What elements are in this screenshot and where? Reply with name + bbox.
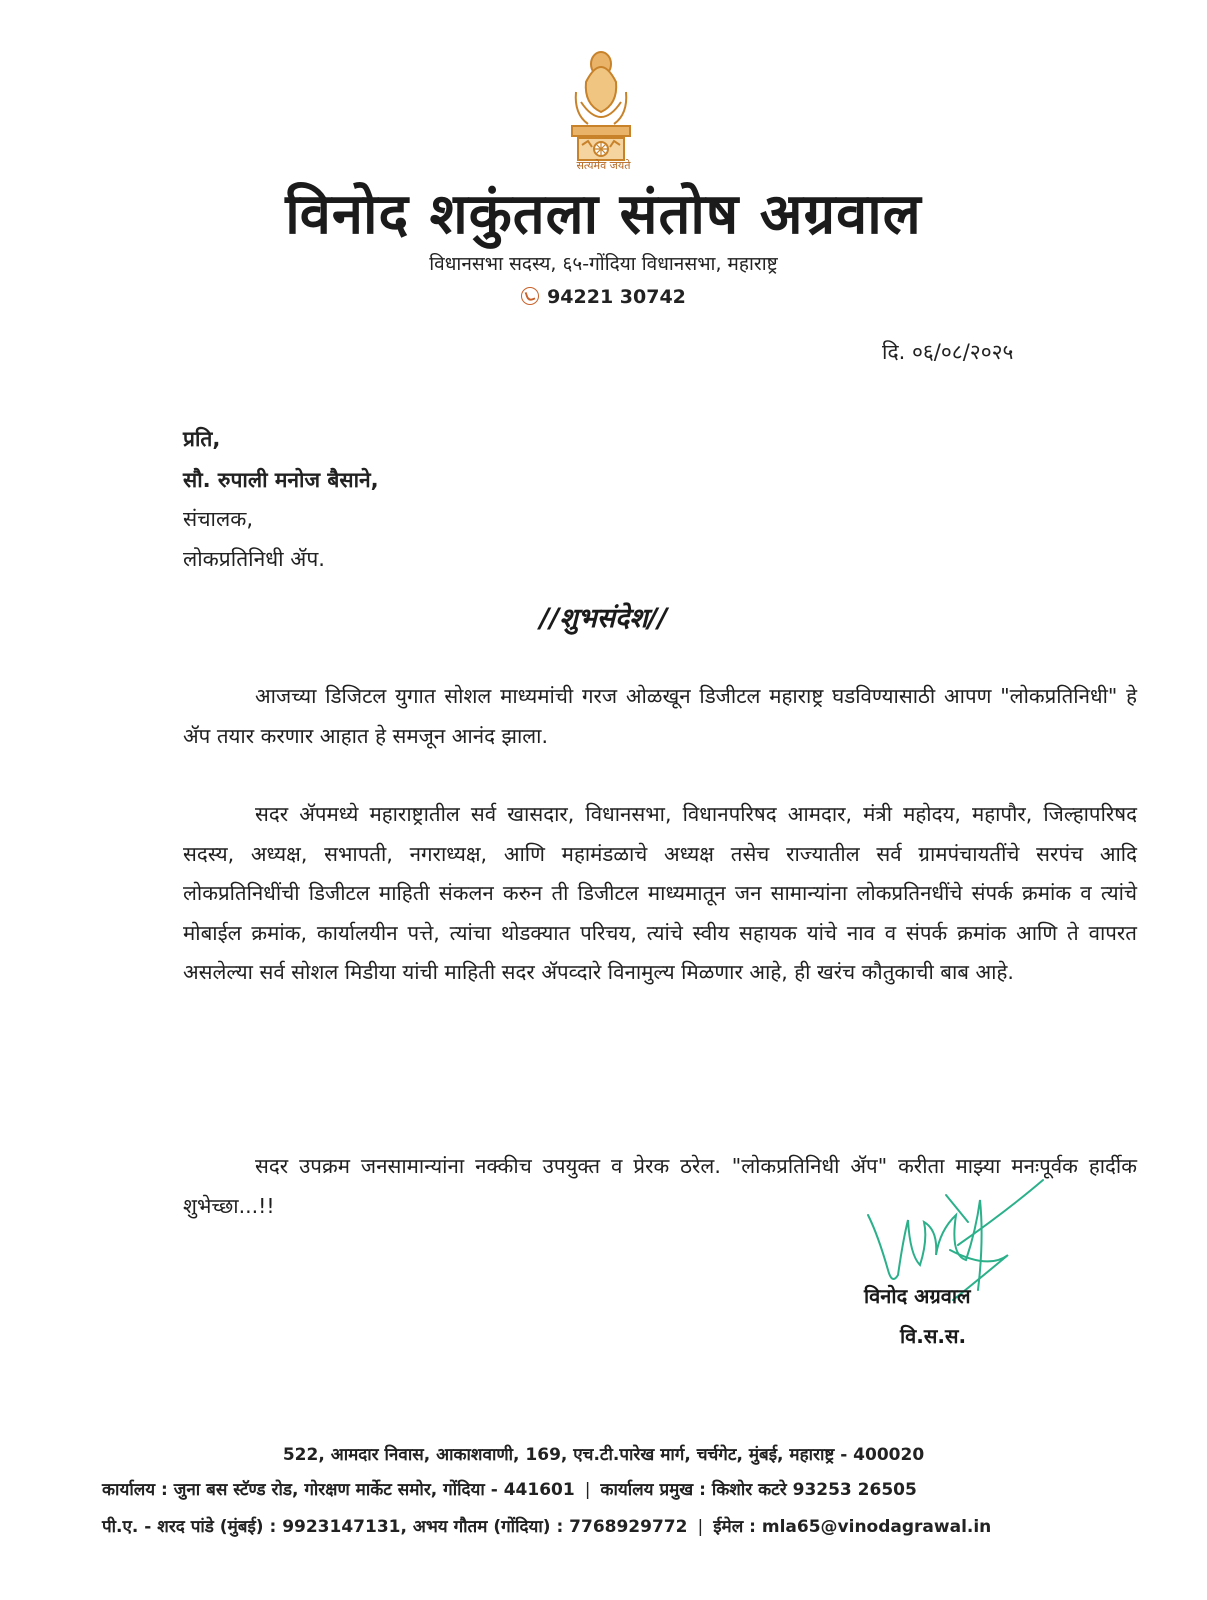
letter-subject: //शुभसंदेश//: [539, 603, 668, 634]
footer-contact-line: [102, 1514, 991, 1537]
phone-icon: [521, 287, 539, 305]
footer-office: कार्यालय : जुना बस स्टॅण्ड रोड, गोरक्षण मार्केट समोर, गोंदिया - 441601: [102, 1480, 575, 1500]
body-paragraph: सदर उपक्रम जनसामान्यांना नक्कीच उपयुक्त व प्रेरक ठरेल. "लोकप्रतिनिधी ॲप" करीता माझ्या मनःपूर्वक हार्दीक शुभेच्छा...!!: [183, 1154, 1137, 1218]
recipient-organization: लोकप्रतिनिधी ॲप.: [183, 547, 325, 571]
letterhead-name: विनोद शकुंतला संतोष अग्रवाल: [285, 182, 922, 247]
body-paragraph: आजच्या डिजिटल युगात सोशल माध्यमांची गरज ओळखून डिजीटल महाराष्ट्र घडविण्यासाठी आपण "लोकप्रतिनिधी" हे ॲप तयार करणार आहात हे समजून आनंद झाला.: [183, 684, 1137, 748]
signatory-name: विनोद अग्रवाल: [864, 1284, 971, 1308]
letterhead-designation: विधानसभा सदस्य, ६५-गोंदिया विधानसभा, महाराष्ट्र: [429, 253, 778, 275]
footer-office-head: कार्यालय प्रमुख : किशोर कटरे 93253 26505: [600, 1480, 917, 1500]
footer-office-line: [102, 1477, 917, 1500]
letter-date: दि. ०६/०८/२०२५: [882, 340, 1014, 364]
footer-pa: पी.ए. - शरद पांडे (मुंबई) : 9923147131, अभय गौतम (गोंदिया) : 7768929772: [102, 1517, 688, 1537]
footer-address: 522, आमदार निवास, आकाशवाणी, 169, एच.टी.पारेख मार्ग, चर्चगेट, मुंबई, महाराष्ट्र - 400020: [282, 1445, 925, 1465]
footer-separator: |: [697, 1517, 704, 1537]
letterhead-phone: [0, 286, 1207, 308]
recipient-role: संचालक,: [183, 507, 254, 531]
footer-separator: |: [584, 1480, 591, 1500]
phone-number: 94221 30742: [547, 286, 686, 308]
national-motto: सत्यमेव जयते: [576, 159, 631, 172]
ashoka-emblem-icon: [556, 42, 646, 174]
recipient-name: सौ. रुपाली मनोज बैसाने,: [183, 468, 379, 492]
recipient-label: प्रति,: [183, 427, 221, 451]
signatory-title: वि.स.स.: [900, 1324, 967, 1348]
body-paragraph: सदर ॲपमध्ये महाराष्ट्रातील सर्व खासदार, विधानसभा, विधानपरिषद आमदार, मंत्री महोदय, महापौर, जिल्हापरिषद सदस्य, अध्यक्ष, सभापती, नगराध्यक्ष, आणि महामंडळाचे अध्यक्ष तसेच राज्यातील सर्व ग्रामपंचायतींचे सरपंच आदि लोकप्रतिनिधींची डिजीटल माहिती संकलन करुन ती डिजीटल माध्यमातून जन सामान्यांना लोकप्रतिनधींचे संपर्क क्रमांक व त्यांचे मोबाईल क्रमांक, कार्यालयीन पत्ते, त्यांचा थोडक्यात परिचय, त्यांचे स्वीय सहायक यांचे नाव व संपर्क क्रमांक आणि ते वापरत असलेल्या सर्व सोशल मिडीया यांची माहिती सदर ॲपव्दारे विनामुल्य मिळणार आहे, ही खरंच कौतुकाची बाब आहे.: [183, 802, 1137, 984]
footer-email: ईमेल : mla65@vinodagrawal.in: [713, 1517, 992, 1537]
